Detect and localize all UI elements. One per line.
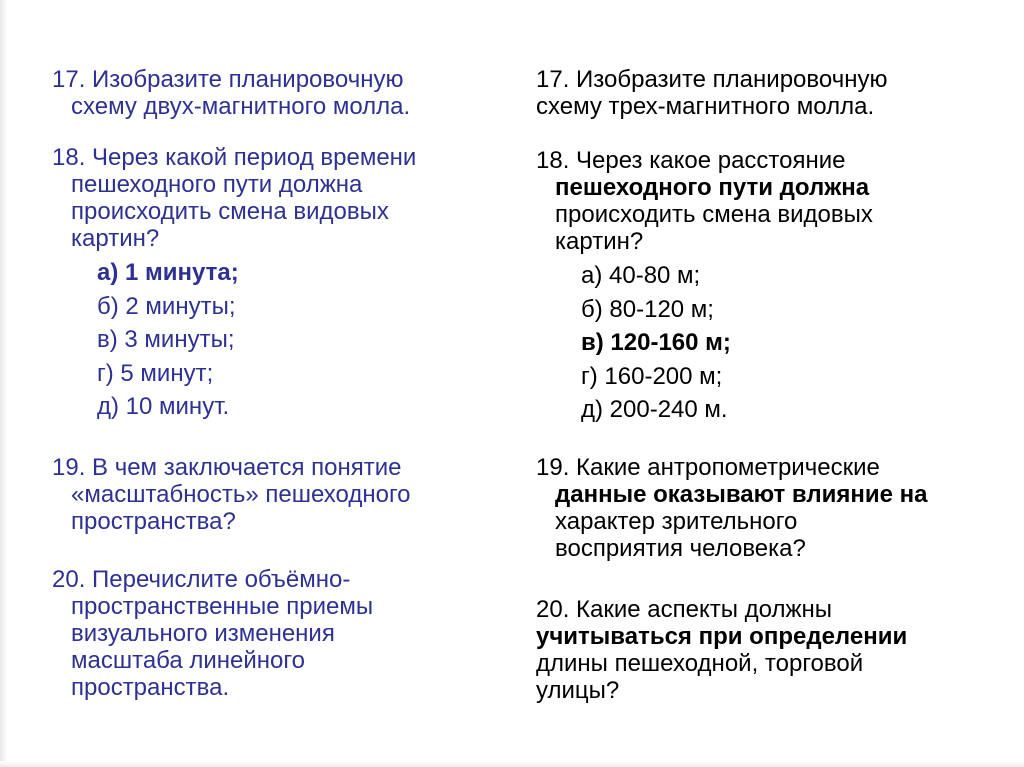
- right-question-18: [536, 147, 986, 255]
- answer-option: а) 40-80 м;: [581, 262, 701, 289]
- question-line: улицы?: [536, 676, 620, 704]
- question-line: картин?: [71, 225, 160, 252]
- left-question-17: [52, 66, 492, 120]
- left-question-19: [52, 454, 492, 535]
- question-line: характер зрительного: [555, 507, 798, 535]
- question-line: учитываться при определении: [536, 622, 908, 650]
- answer-option: б) 2 минуты;: [97, 292, 236, 320]
- question-line: пешеходного пути должна: [71, 171, 363, 198]
- right-question-17: [536, 66, 986, 120]
- question-line: 17. Изобразите планировочную: [52, 66, 404, 93]
- question-line: 17. Изобразите планировочную: [536, 66, 888, 93]
- question-line: пространственные приемы: [71, 592, 374, 620]
- answer-option: г) 160-200 м;: [581, 362, 723, 390]
- question-line: происходить смена видовых: [71, 198, 389, 225]
- answer-option: д) 10 минут.: [97, 393, 230, 420]
- question-line: схему двух-магнитного молла.: [71, 93, 411, 120]
- question-line: 18. Через какой период времени: [52, 144, 417, 171]
- question-line: 19. Какие антропометрические: [536, 453, 880, 481]
- question-line: пространства.: [71, 673, 230, 701]
- question-line: восприятия человека?: [555, 534, 806, 562]
- question-line: пространства?: [71, 507, 236, 535]
- question-line: 20. Перечислите объёмно-: [52, 565, 351, 593]
- answer-option: г) 5 минут;: [97, 359, 214, 387]
- question-line: картин?: [555, 228, 644, 255]
- left-column: [52, 60, 492, 701]
- question-line: масштаба линейного: [71, 646, 305, 674]
- question-line: происходить смена видовых: [555, 201, 873, 228]
- question-line: данные оказывают влияние на: [555, 480, 928, 508]
- answer-option-correct: а) 1 минута;: [97, 259, 239, 286]
- question-line: 18. Через какое расстояние: [536, 147, 846, 174]
- question-line: «масштабность» пешеходного: [71, 480, 411, 508]
- right-question-18-options: [581, 259, 986, 427]
- answer-option-correct: в) 120-160 м;: [581, 329, 731, 356]
- question-line: визуального изменения: [71, 619, 335, 647]
- answer-option: б) 80-120 м;: [581, 295, 714, 323]
- left-question-18: [52, 144, 492, 252]
- question-line: пешеходного пути должна: [555, 174, 870, 201]
- answer-option: в) 3 минуты;: [97, 326, 235, 353]
- slide-left-shadow: [0, 0, 8, 767]
- question-line: 20. Какие аспекты должны: [536, 595, 833, 623]
- slide-bottom-shadow: [0, 761, 1024, 767]
- question-line: 19. В чем заключается понятие: [52, 453, 402, 481]
- question-line: схему трех-магнитного молла.: [536, 93, 875, 120]
- left-question-18-options: [97, 256, 492, 424]
- answer-option: д) 200-240 м.: [581, 396, 728, 423]
- question-line: длины пешеходной, торговой: [536, 649, 864, 677]
- right-question-20: [536, 596, 986, 704]
- right-question-19: [536, 454, 986, 562]
- right-column: [536, 60, 986, 704]
- left-question-20: [52, 566, 492, 701]
